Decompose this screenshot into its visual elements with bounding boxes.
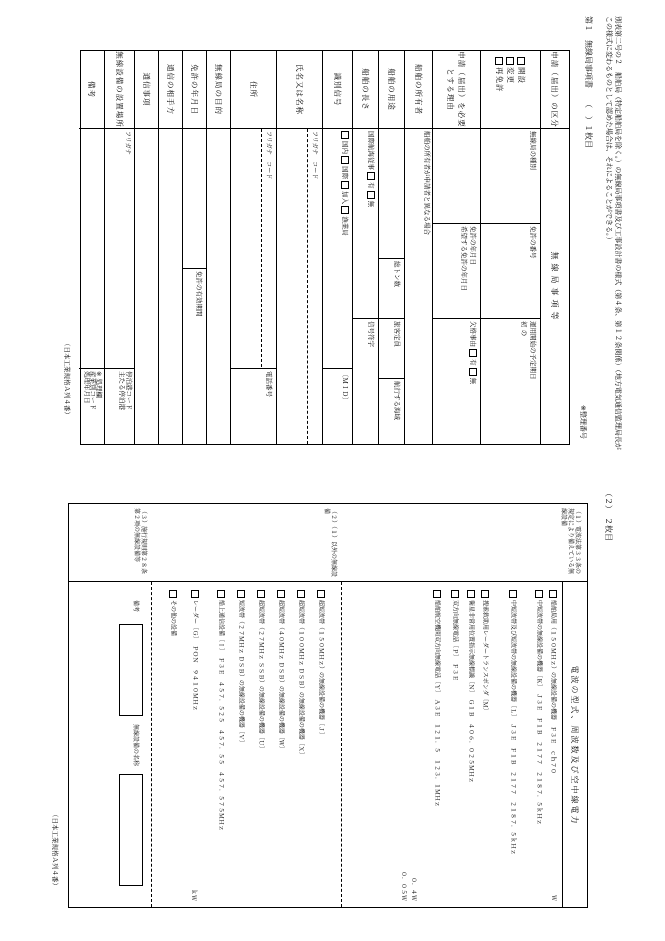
section-1-label: （１）電波法第３３条の規定により備えている無線設備 [559, 508, 581, 575]
row-comm-target [159, 51, 183, 444]
row-remarks [79, 51, 105, 444]
international-checkbox[interactable] [341, 156, 349, 164]
equipment-item[interactable] [451, 590, 459, 681]
equipment-item-label: 双方向無線電話〔Ｐ〕 Ｆ３Ｅ [451, 600, 458, 682]
equipment-item[interactable] [317, 590, 325, 738]
comm-target-label: 通信の相手方 [159, 51, 182, 129]
purpose-value[interactable] [207, 129, 230, 446]
equipment-item[interactable] [257, 590, 265, 752]
equipment-item-label: 超短波帯（１００ＭＨｚ ＤＳＢ）の無線設備の機器〔Ｘ〕 [297, 600, 304, 758]
form-sheet-2 [0, 471, 665, 941]
address-label: 住所 [231, 51, 276, 129]
ship-length-label: 船舶の長さ [353, 51, 378, 129]
equipment-left-column [69, 504, 587, 582]
row-ship-use [379, 51, 405, 444]
address-field[interactable]: フリガナ コード [231, 129, 276, 369]
purpose-label: 無線局の目的 [207, 51, 230, 129]
license-period-label: 免許の有効期間 [194, 271, 203, 317]
equipment-item-label: 船上通信設備〔Ｉ〕 Ｆ３Ｅ ４５７．５２５ ４５７．５５ ４５７．５７５ＭＨｚ [217, 600, 224, 832]
row-header [541, 51, 569, 444]
comm-items-value[interactable] [135, 129, 158, 446]
station-header: 無線局事項等 [549, 251, 559, 324]
phone-label: 電話番号 [264, 371, 273, 397]
signal-label: 信号符字 [366, 321, 375, 347]
row-ship-length [353, 51, 379, 444]
ship-use-value[interactable] [379, 129, 404, 259]
equipment-item[interactable] [535, 590, 543, 825]
equipment-item[interactable] [277, 590, 285, 752]
equipment-item[interactable] [509, 590, 517, 855]
equipment-checkbox[interactable] [509, 590, 517, 598]
equipment-item-label: 船舶局用（１５０ＭＨｚ）の無線設備の機器 Ｆ３Ｅ ｃｈ７０ [549, 600, 556, 775]
title-divider [562, 582, 563, 907]
passengers-label: 旅客定員 [379, 319, 404, 379]
domestic-checkbox[interactable] [341, 131, 349, 139]
comm-items-label: 通信事項 [135, 51, 158, 129]
station-form-table [80, 50, 570, 445]
equipment-title-row [563, 582, 587, 909]
remark-label: 備考 [131, 600, 139, 613]
defect-no-checkbox[interactable] [469, 368, 477, 376]
name-divider [307, 129, 308, 444]
equipment-item[interactable] [237, 590, 245, 746]
row-comm-items [135, 51, 159, 444]
intl-no-checkbox[interactable] [367, 191, 375, 199]
form-sheet-1-content [38, 10, 628, 460]
section-2-label: （２）（１）以外の無線設備 [322, 508, 337, 578]
form-sheet-2-content [38, 481, 628, 931]
power-value-1: ０．４Ｗ [409, 876, 417, 901]
equipment-checkbox[interactable] [317, 590, 325, 598]
equipment-item[interactable] [297, 590, 305, 758]
equipment-item-label: レーダー〔Ｇ〕 ＰＯＮ ９４１０ＭＨｚ [191, 600, 198, 712]
intl-category-options: 国内 国際 加入 漁業局 [323, 129, 352, 369]
sheet-number-2: （２） ２枚目 [603, 489, 613, 541]
equipment-item-label: 捜索救助用レーダートランスポンダ〔Ｍ〕 [481, 600, 488, 714]
equipment-checkbox[interactable] [191, 590, 199, 598]
row-install-place [105, 51, 135, 444]
form-title: 別表第二号の２ 船舶局（特定船舶局を除く。）の無線局事項書及び工事設計書の様式（第４条、第１２条関係）（地方電気通信監理局長がこの様式に変わるものとして認めた場合は、それによることができる。） [604, 16, 622, 450]
unit-kw: ｋＷ [189, 888, 197, 901]
reason-label: 申請（届出）を必要とする理由 [433, 51, 480, 129]
license-date-value[interactable] [183, 129, 206, 269]
equipment-item[interactable] [549, 590, 557, 774]
station-type-label: 無線局の種別 [481, 129, 540, 224]
equipment-checkbox[interactable] [237, 590, 245, 598]
name-field[interactable]: フリガナ コード [310, 131, 318, 180]
equipment-item[interactable] [169, 590, 177, 636]
equipment-table [68, 503, 588, 908]
equipment-checkbox[interactable] [297, 590, 305, 598]
equipment-item-label: 短波帯（２７ＭＨｚ ＤＳＢ）の無線設備の機器〔Ｖ〕 [237, 600, 244, 746]
comm-target-value[interactable] [159, 129, 182, 446]
application-label: 申請（届出）の区分 [541, 51, 569, 129]
ship-owner-note: 船舶の所有者が申請者と異なる場合 [422, 131, 431, 235]
form-sheet-1 [0, 0, 665, 470]
footer-standard-2: （日本工業規格Ａ列４番） [50, 811, 59, 889]
port-field: 停泊港コード 主たる停泊港 [117, 371, 133, 410]
row-address [231, 51, 277, 444]
section-3-label: （３）施行規則第２８条第２項の無線設備等 [132, 508, 147, 575]
checkbox-change[interactable] [506, 57, 514, 65]
equipment-item[interactable] [191, 590, 199, 711]
license-date-label: 免許の年月日 希望する免許の年月日 [433, 224, 480, 319]
remark-box[interactable] [119, 624, 143, 716]
fishery-checkbox[interactable] [341, 206, 349, 214]
ship-use-label: 船舶の用途 [379, 51, 404, 129]
section-title: 第１ 無線局事項書 [583, 16, 593, 88]
equipment-checkbox[interactable] [467, 590, 475, 598]
equipment-checkbox[interactable] [257, 590, 265, 598]
tonnage-label: 総トン数 [379, 259, 404, 319]
unit-w-1: Ｗ [549, 894, 557, 901]
defect-field: 欠格事由 有 無 [468, 321, 477, 385]
row-reason [433, 51, 481, 444]
row-id-signal [323, 51, 353, 444]
processing-field: ※ 処理欄 産業別コード 処理年月日 [82, 371, 103, 410]
row-license-date [183, 51, 207, 444]
equipment-checkbox[interactable] [277, 590, 285, 598]
equipment-item-label: 中短波帯の無線設備の機器〔Ｋ〕 Ｊ３Ｅ Ｆ１Ｂ ２１７７ ２１８７．５ｋＨｚ [535, 600, 542, 826]
reason-value[interactable] [433, 129, 480, 224]
remarks-label: 備考 [79, 51, 104, 129]
remarks-value[interactable] [79, 129, 104, 369]
equipment-item-label: 超短波帯（４０ＭＨｚ ＤＳＢ）の無線設備の機器〔Ｗ〕 [277, 600, 284, 752]
equipment-item-label: 超短波帯（２７ＭＨｚ ＳＳＢ）の無線設備の機器〔Ｕ〕 [257, 600, 264, 752]
footer-standard-1: （日本工業規格Ａ列４番） [62, 340, 71, 418]
id-signal-label: 識別信号 [323, 51, 352, 129]
install-place-label: 無線設備の設置場所 [105, 51, 134, 129]
equipment-item-label: 中短波帯及び短波帯の無線設備の機器〔Ｌ〕 Ｊ３Ｅ Ｆ１Ｂ ２１７７ ２１８７．５ｋＨｚ [509, 600, 516, 856]
equipment-checkbox[interactable] [433, 590, 441, 598]
address-divider [261, 129, 262, 367]
equipment-item-label: 衛星非常用位置指示無線標識〔Ｎ〕 Ｇ１Ｂ ４０６．０２５ＭＨｚ [467, 600, 474, 784]
ship-owner-label: 船舶の所有者 [405, 51, 432, 129]
equipment-checkbox[interactable] [481, 590, 489, 598]
equipment-name-box[interactable] [119, 774, 143, 886]
checkbox-relicense[interactable] [495, 57, 503, 65]
license-date-row-label: 免許の年月日 [183, 51, 206, 129]
row-ship-owner [405, 51, 433, 444]
start-date-label: 運用開始の予定期日 初 の [519, 321, 537, 380]
equipment-checkbox[interactable] [451, 590, 459, 598]
power-value-2: ０．０５Ｗ [399, 870, 407, 901]
equipment-item[interactable] [481, 590, 489, 714]
row-station-type [481, 51, 541, 444]
name-label: 氏名又は名称 [277, 51, 322, 129]
row-purpose [207, 51, 231, 444]
equipment-checkbox[interactable] [217, 590, 225, 598]
checkbox-open[interactable] [517, 57, 525, 65]
section-divider-2 [151, 582, 152, 907]
equipment-item-label: その他の設備 [169, 600, 176, 637]
equipment-item[interactable] [433, 590, 441, 807]
equipment-checkbox[interactable] [549, 590, 557, 598]
equipment-name-label: 無線設備の名称 [131, 724, 139, 767]
install-place-value[interactable]: フリガナ [105, 129, 134, 369]
license-no-label: 免許の番号 [481, 224, 540, 319]
equipment-item-label: 船舶航空機間双方向無線電話〔Ｙ〕 Ａ３Ｅ １２１．５ １２３．１ＭＨｚ [433, 600, 440, 808]
defect-yes-checkbox[interactable] [469, 349, 477, 357]
equipment-checkbox[interactable] [169, 590, 177, 598]
application-options: 開設 変更 再免許 [481, 51, 540, 129]
row-name [277, 51, 323, 444]
equipment-item-label: 超短波帯（１５０ＭＨｚ）の無線設備の機器〔Ｊ〕 [317, 600, 324, 739]
nav-area-label: 航行する海域 [392, 381, 401, 420]
note-mark: ※整理番号 [578, 405, 587, 439]
intl-voyage-field: 国際航海従事 有 無 [353, 129, 378, 319]
mid-label: 〔ＭＩＤ〕 [340, 371, 349, 404]
sheet-number: （ ）１枚目 [583, 100, 593, 148]
section-divider-1 [341, 582, 342, 907]
intl-yes-checkbox[interactable] [367, 172, 375, 180]
equipment-checkbox[interactable] [535, 590, 543, 598]
equipment-item[interactable] [467, 590, 475, 783]
equipment-title: 電波の型式、周波数及び空中線電力 [569, 665, 579, 826]
subscriber-checkbox[interactable] [341, 181, 349, 189]
equipment-item[interactable] [217, 590, 225, 831]
